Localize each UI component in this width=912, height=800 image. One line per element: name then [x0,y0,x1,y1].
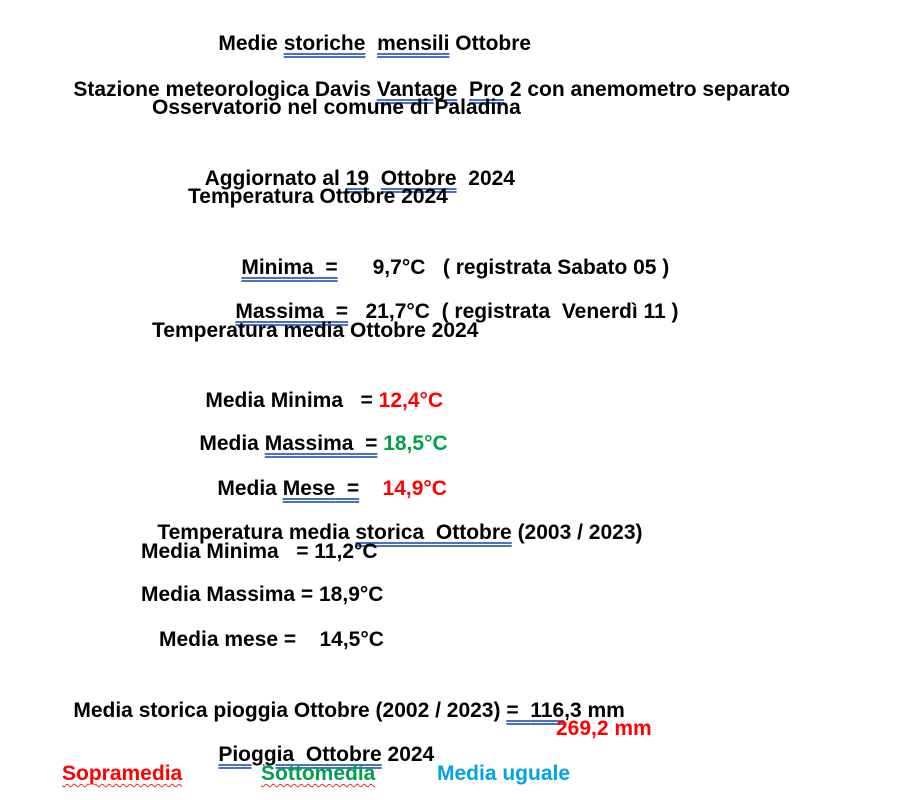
legend-equal-average: Media uguale [437,762,571,785]
mean-min-label: Media Minima = [205,389,379,412]
historical-space [424,521,436,544]
station-text-2: 2 con anemometro separato [504,78,790,101]
historical-rain-equals: = [506,699,519,722]
title-text-2: Ottobre [449,32,532,55]
mean-max-value: 18,5°C [383,432,448,455]
legend-above-average: Sopramedia [62,762,183,785]
title-line [195,5,532,55]
historical-rain-space [519,699,531,722]
mean-max-equals: = [353,432,378,455]
mean-month-label-1: Media [217,477,283,500]
historical-word-storica: storica [355,521,425,544]
historical-month-line: Media mese = 14,5°C [159,628,384,651]
historical-word-ottobre: Ottobre [435,521,512,544]
max-equals: = [324,300,348,323]
mean-min-line [182,362,444,412]
station-line [50,51,790,101]
historical-rain-line [50,672,625,722]
updated-line [182,140,515,190]
rain-2024-label-1: Pioggia [218,743,295,766]
max-label: Massima [235,300,325,323]
legend-below-average: Sottomedia [261,762,376,785]
rain-2024-year: 2024 [381,743,435,766]
station-word-vantage: Vantage [376,78,458,101]
title-word-mensili: mensili [377,32,450,55]
min-label: Minima [241,256,314,279]
max-value: 21,7°C ( registrata Venerdì 11 ) [348,300,679,323]
mean-max-line [176,405,448,455]
mean-month-line [194,450,447,500]
historical-rain-integer: 116 [530,699,565,722]
mean-month-equals: = [335,477,360,500]
min-equals: = [313,256,338,279]
observatory-line: Osservatorio nel comune di Paladina [152,96,521,119]
station-word-pro: Pro [469,78,505,101]
station-text-1: Stazione meteorologica Davis [73,78,377,101]
min-temperature-line [218,229,670,279]
rain-2024-value: 269,2 mm [556,717,652,740]
historical-max-line: Media Massima = 18,9°C [141,583,384,606]
historical-min-line: Media Minima = 11,2°C [141,540,378,563]
historical-text-1: Temperatura media [157,521,356,544]
historical-years: (2003 / 2023) [511,521,643,544]
mean-month-label-2: Mese [282,477,336,500]
title-word-storiche: storiche [283,32,366,55]
section-historical-heading [134,494,643,544]
mean-max-label-2: Massima [264,432,354,455]
historical-rain-decimal: ,3 mm [564,699,625,722]
updated-year: 2024 [456,167,515,190]
section-temperature-heading: Temperatura Ottobre 2024 [188,185,448,208]
rain-2024-label-2: Ottobre [305,743,382,766]
mean-max-label-1: Media [199,432,265,455]
rain-2024-line [195,716,435,766]
updated-text-1: Aggiornato al [204,167,346,190]
mean-month-value: 14,9°C [382,477,447,500]
updated-day: 19 [345,167,370,190]
max-temperature-line [212,273,679,323]
title-text-1: Medie [218,32,284,55]
historical-rain-label: Media storica pioggia Ottobre (2002 / 2023) [73,699,507,722]
mean-min-value: 12,4°C [378,389,444,412]
min-value: 9,7°C ( registrata Sabato 05 ) [337,256,670,279]
updated-month: Ottobre [380,167,457,190]
section-mean-heading: Temperatura media Ottobre 2024 [152,319,479,342]
